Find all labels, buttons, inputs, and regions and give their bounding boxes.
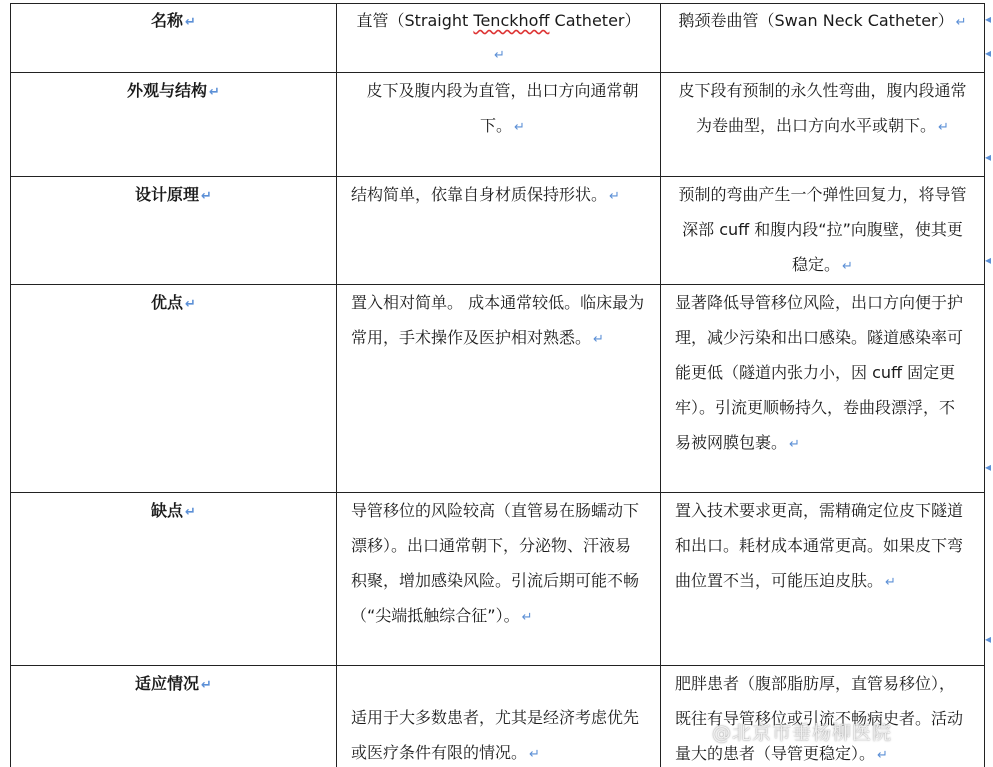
row-end-marker-icon: ◂ <box>984 46 991 60</box>
paragraph-mark-icon: ↵ <box>185 297 196 312</box>
paragraph-mark-icon: ↵ <box>514 120 525 135</box>
table-row <box>11 177 985 285</box>
row-end-marker-icon: ◂ <box>984 150 991 164</box>
table-row <box>11 666 985 767</box>
paragraph-mark-icon: ↵ <box>885 575 896 590</box>
paragraph-mark-icon: ↵ <box>938 120 949 135</box>
straight-cell <box>337 666 661 767</box>
straight-text: 导管移位的风险较高（直管易在肠蠕动下漂移）。出口通常朝下，分泌物、汗液易积聚，增加感染风险。引流后期可能不畅（“尖端抵触综合征”）。 <box>351 501 640 625</box>
straight-cell <box>337 73 661 177</box>
row-end-marker-icon: ◂ <box>984 460 991 474</box>
header-name: 名称 <box>151 11 184 30</box>
swan-cell <box>661 285 985 493</box>
paragraph-mark-icon: ↵ <box>201 189 212 204</box>
swan-text: 预制的弯曲产生一个弹性回复力，将导管深部 cuff 和腹内段“拉”向腹壁，使其更稳定。 <box>678 185 967 274</box>
swan-text: 显著降低导管移位风险，出口方向便于护理，减少污染和出口感染。隧道感染率可能更低（隧道内张力小，因 cuff 固定更牢）。引流更顺畅持久，卷曲段漂浮，不易被网膜包裹。 <box>675 293 964 452</box>
row-name-cell <box>11 666 337 767</box>
row-end-marker-icon: ◂ <box>984 12 991 26</box>
paragraph-mark-icon: ↵ <box>955 15 967 30</box>
row-name: 适应情况 <box>135 674 200 693</box>
paragraph-mark-icon: ↵ <box>789 437 800 452</box>
swan-cell <box>661 493 985 666</box>
paragraph-mark-icon: ↵ <box>209 85 220 100</box>
row-name-cell <box>11 285 337 493</box>
straight-cell <box>337 493 661 666</box>
paragraph-mark-icon: ↵ <box>877 748 888 763</box>
comparison-table <box>10 3 985 767</box>
row-name: 优点 <box>151 293 184 312</box>
header-straight-term: Tenckhoff <box>473 11 550 30</box>
header-straight-suffix: Catheter） <box>549 11 641 30</box>
swan-cell <box>661 73 985 177</box>
row-name-cell <box>11 177 337 285</box>
straight-cell <box>337 285 661 493</box>
paragraph-mark-icon: ↵ <box>842 259 853 274</box>
header-straight-cell <box>337 4 661 73</box>
header-name-cell <box>11 4 337 73</box>
straight-text: 适用于大多数患者，尤其是经济考虑优先或医疗条件有限的情况。 <box>351 708 640 762</box>
straight-cell <box>337 177 661 285</box>
table-header-row <box>11 4 985 73</box>
header-straight-prefix: 直管（Straight <box>356 11 474 30</box>
swan-text: 肥胖患者（腹部脂肪厚，直管易移位），既往有导管移位或引流不畅病史者。活动量大的患者（导管更稳定）。 <box>675 674 964 763</box>
row-name: 外观与结构 <box>127 81 208 100</box>
row-name-cell <box>11 493 337 666</box>
table-row <box>11 493 985 666</box>
paragraph-mark-icon: ↵ <box>609 189 620 204</box>
paragraph-mark-icon: ↵ <box>494 48 505 63</box>
straight-text: 结构简单，依靠自身材质保持形状。 <box>351 185 608 204</box>
table-row <box>11 73 985 177</box>
swan-text: 置入技术要求更高，需精确定位皮下隧道和出口。耗材成本通常更高。如果皮下弯曲位置不当，可能压迫皮肤。 <box>675 501 964 590</box>
swan-text: 皮下段有预制的永久性弯曲，腹内段通常为卷曲型，出口方向水平或朝下。 <box>678 81 967 135</box>
paragraph-mark-icon: ↵ <box>201 678 212 693</box>
swan-cell <box>661 666 985 767</box>
straight-text: 置入相对简单。 成本通常较低。临床最为常用，手术操作及医护相对熟悉。 <box>351 293 645 347</box>
header-swan: 鹅颈卷曲管（Swan Neck Catheter） <box>678 11 954 30</box>
table-row <box>11 285 985 493</box>
paragraph-mark-icon: ↵ <box>593 332 604 347</box>
straight-text: 皮下及腹内段为直管，出口方向通常朝下。 <box>366 81 639 135</box>
row-name: 设计原理 <box>135 185 200 204</box>
row-end-marker-icon: ◂ <box>984 253 991 267</box>
row-name-cell <box>11 73 337 177</box>
paragraph-mark-icon: ↵ <box>185 15 196 30</box>
row-end-marker-icon: ◂ <box>984 632 991 646</box>
paragraph-mark-icon: ↵ <box>529 747 540 762</box>
swan-cell <box>661 177 985 285</box>
header-swan-cell <box>661 4 985 73</box>
paragraph-mark-icon: ↵ <box>185 505 196 520</box>
paragraph-mark-icon: ↵ <box>521 610 533 625</box>
watermark: @北京市垂杨柳医院 <box>712 722 893 744</box>
row-name: 缺点 <box>151 501 184 520</box>
